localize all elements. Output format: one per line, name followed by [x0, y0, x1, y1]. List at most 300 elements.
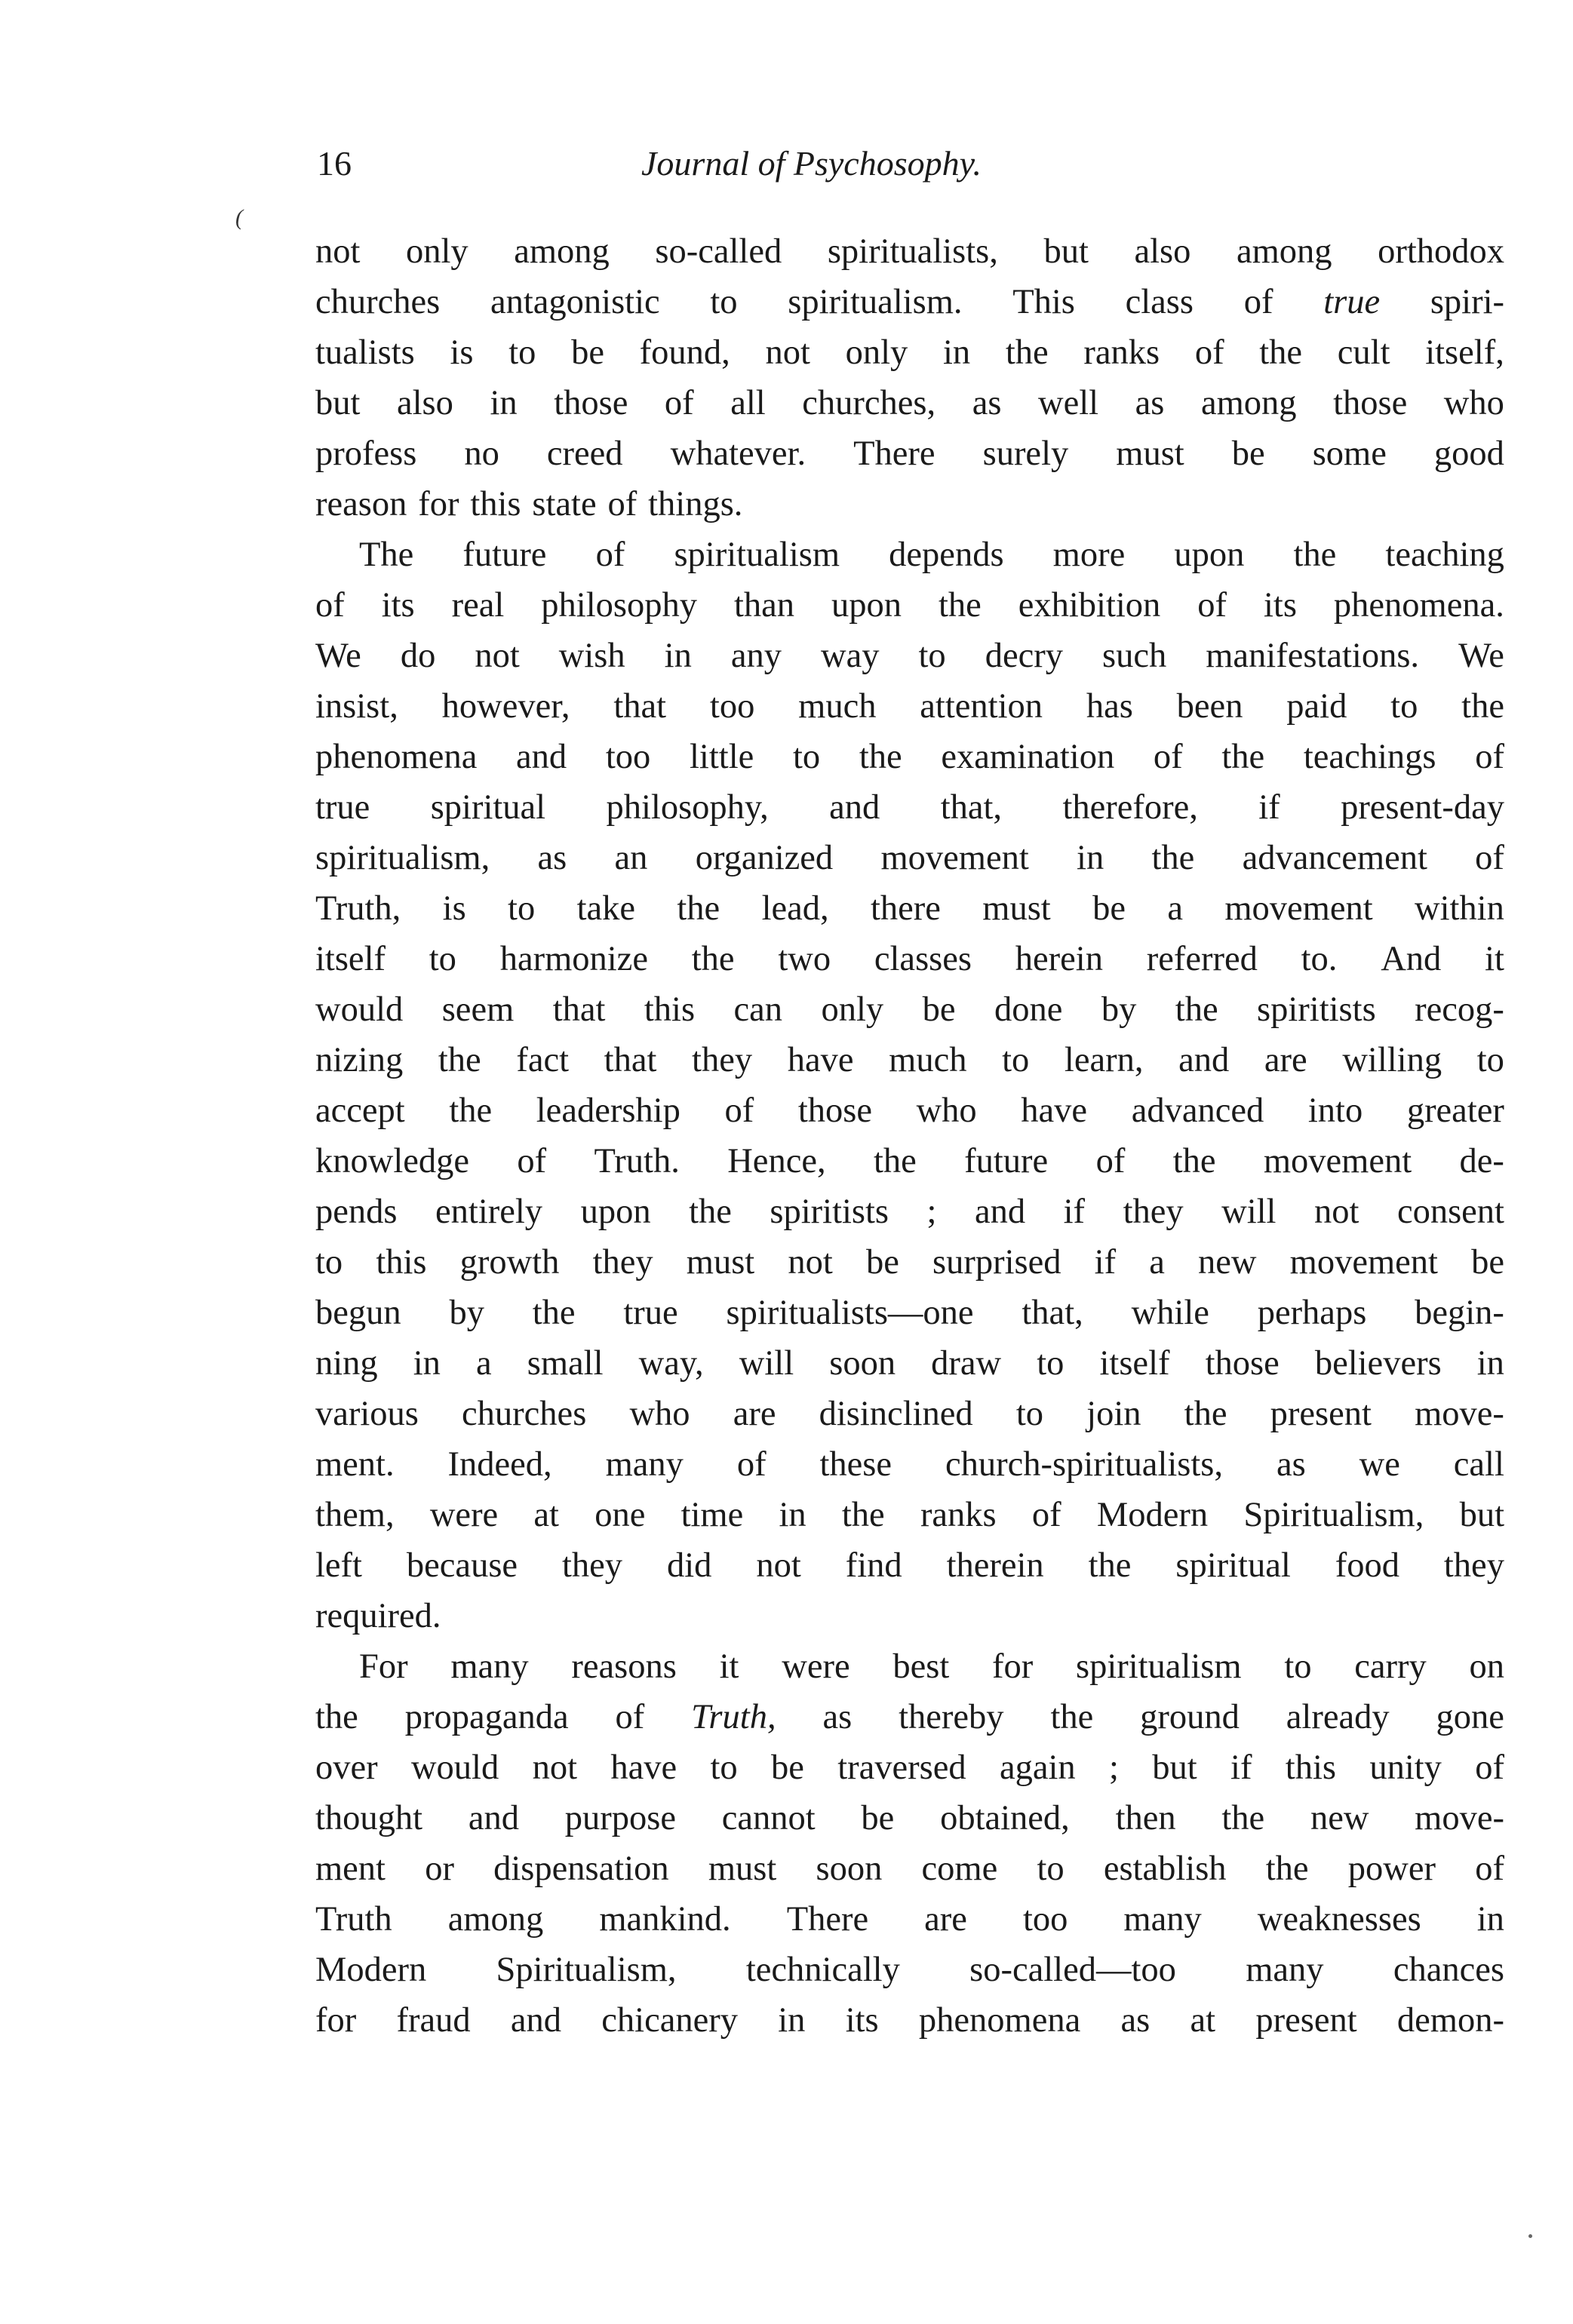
word: that: [604, 1041, 657, 1079]
text-line: [315, 277, 1504, 327]
word: decry: [985, 637, 1063, 675]
word: Spiritualism,: [1243, 1496, 1424, 1534]
word: draw: [931, 1344, 1002, 1383]
word: the: [859, 738, 902, 776]
word: to: [1390, 687, 1418, 726]
word: as: [1135, 384, 1165, 422]
word: state: [532, 485, 597, 523]
word: the: [1293, 536, 1337, 574]
word: move-: [1415, 1799, 1504, 1837]
text-line: [315, 226, 1504, 277]
word: those: [1333, 384, 1408, 422]
word: of: [615, 1698, 645, 1736]
word: We: [1458, 637, 1504, 675]
word: traversed: [837, 1748, 966, 1787]
word: the: [841, 1496, 885, 1534]
word: the: [689, 1193, 732, 1231]
word: spiritualists,: [827, 232, 998, 271]
word: well: [1038, 384, 1099, 422]
word: consent: [1396, 1193, 1504, 1231]
text-line: [315, 833, 1504, 883]
word: carry: [1354, 1647, 1427, 1686]
word: of: [1243, 283, 1273, 321]
word: they: [1123, 1193, 1184, 1231]
word: call: [1453, 1445, 1504, 1484]
word: itself,: [1425, 333, 1504, 372]
word: purpose: [564, 1799, 676, 1837]
word: of: [607, 485, 637, 523]
word: paid: [1286, 687, 1347, 726]
word: as: [972, 384, 1002, 422]
word: found,: [639, 333, 730, 372]
word: a: [1149, 1243, 1165, 1282]
word: only: [821, 990, 884, 1029]
word: There: [786, 1900, 869, 1939]
word: the: [1005, 333, 1049, 372]
word: this: [376, 1243, 427, 1282]
word: learn,: [1064, 1041, 1144, 1079]
word: the: [1175, 990, 1218, 1029]
word: growth: [459, 1243, 560, 1282]
word: of: [1475, 1850, 1504, 1888]
word: its: [381, 586, 415, 625]
word: of: [1197, 586, 1227, 625]
word: referred: [1146, 940, 1258, 978]
word: it: [1485, 940, 1504, 978]
word: phenomena: [918, 2001, 1081, 2040]
word: the: [1265, 1850, 1309, 1888]
word: many: [605, 1445, 684, 1484]
word: orthodox: [1378, 232, 1504, 271]
word: among: [1236, 232, 1332, 271]
word: be: [1471, 1243, 1504, 1282]
word: if: [1258, 788, 1280, 827]
word: true: [315, 788, 370, 827]
word: begin-: [1415, 1294, 1504, 1332]
word: spiritual: [1175, 1546, 1291, 1585]
word: the: [1259, 333, 1303, 372]
word: surprised: [932, 1243, 1061, 1282]
word: too: [709, 687, 755, 726]
word: The: [359, 536, 414, 574]
word: are: [1264, 1041, 1307, 1079]
word: are: [733, 1395, 776, 1433]
word: for: [991, 1647, 1034, 1686]
word: the: [873, 1142, 917, 1180]
word: examination: [941, 738, 1115, 776]
word: in: [942, 333, 971, 372]
word: upon: [1174, 536, 1245, 574]
word: real: [451, 586, 505, 625]
word: to: [918, 637, 946, 675]
word: but: [1043, 232, 1089, 271]
word: best: [892, 1647, 950, 1686]
word: true: [623, 1294, 678, 1332]
word: if: [1094, 1243, 1117, 1282]
word: for: [315, 2001, 357, 2040]
word: wish: [558, 637, 625, 675]
word: did: [667, 1546, 712, 1585]
word: and: [468, 1799, 519, 1837]
word: spiritualists—one: [726, 1294, 974, 1332]
word: they: [592, 1243, 653, 1282]
word: this: [644, 990, 696, 1029]
word: future: [964, 1142, 1049, 1180]
word: mankind.: [599, 1900, 731, 1939]
page-header: [317, 143, 1509, 196]
word: or: [425, 1850, 454, 1888]
word: of: [595, 536, 625, 574]
word: tualists: [315, 333, 415, 372]
word: attention: [920, 687, 1043, 726]
word: the: [532, 1294, 576, 1332]
text-line: [315, 580, 1504, 631]
body-text: [315, 226, 1504, 2046]
word: among: [514, 232, 610, 271]
word: join: [1086, 1395, 1141, 1433]
word: soon: [816, 1850, 883, 1888]
word: again: [999, 1748, 1076, 1787]
word: We: [315, 637, 361, 675]
word: however,: [441, 687, 570, 726]
word: have: [787, 1041, 854, 1079]
text-line: [315, 1540, 1504, 1591]
word: ment: [315, 1850, 386, 1888]
word: good: [1433, 434, 1504, 473]
word: way,: [638, 1344, 704, 1383]
word: among: [447, 1900, 544, 1939]
word: reason: [315, 485, 407, 523]
word: not: [315, 232, 361, 271]
word: insist,: [315, 687, 398, 726]
word: find: [845, 1546, 902, 1585]
word: therein: [946, 1546, 1044, 1585]
word: two: [778, 940, 831, 978]
word: weaknesses: [1257, 1900, 1421, 1939]
word: spiritualism: [674, 536, 840, 574]
text-line: [315, 1894, 1504, 1945]
word: to: [1284, 1647, 1312, 1686]
word: spiritists: [1257, 990, 1376, 1029]
word: surely: [982, 434, 1069, 473]
word: advancement: [1242, 839, 1427, 877]
word: the: [1088, 1546, 1132, 1585]
word: because: [406, 1546, 518, 1585]
word: profess: [315, 434, 417, 473]
word: that: [613, 687, 667, 726]
word: only: [406, 232, 469, 271]
word: them,: [315, 1496, 395, 1534]
word: to: [710, 283, 738, 321]
word: as: [1276, 1445, 1306, 1484]
word: class: [1125, 283, 1194, 321]
word: were: [429, 1496, 499, 1534]
word: various: [315, 1395, 419, 1433]
word: the: [1461, 687, 1504, 726]
text-line: [315, 1338, 1504, 1389]
word: of: [664, 384, 694, 422]
word: antagonistic: [490, 283, 660, 321]
word: be: [770, 1748, 804, 1787]
word: spiritists: [770, 1193, 889, 1231]
word: to: [508, 333, 536, 372]
word: in: [1476, 1900, 1504, 1939]
text-line: [315, 1692, 1504, 1742]
word: too: [1022, 1900, 1068, 1939]
word: little: [690, 738, 754, 776]
word: to: [315, 1243, 343, 1282]
running-title: Journal of Psychosophy.: [641, 144, 982, 183]
word: as: [1120, 2001, 1151, 2040]
word: if: [1063, 1193, 1086, 1231]
text-line: [315, 1591, 1504, 1641]
word: for: [418, 485, 459, 523]
word: of: [1153, 738, 1183, 776]
word: if: [1230, 1748, 1252, 1787]
text-line: [315, 1641, 1504, 1692]
word: of: [1475, 839, 1504, 877]
word: This: [1012, 283, 1075, 321]
word: this: [1285, 1748, 1336, 1787]
word: ;: [1109, 1748, 1119, 1787]
word: future: [462, 536, 547, 574]
word: ranks: [1083, 333, 1160, 372]
word: in: [664, 637, 692, 675]
word: the: [449, 1091, 493, 1130]
word: the: [1184, 1395, 1227, 1433]
word: done: [994, 990, 1063, 1029]
text-line: [315, 378, 1504, 428]
word: a: [1167, 889, 1183, 928]
word: this: [470, 485, 521, 523]
word: such: [1101, 637, 1167, 675]
word: its: [845, 2001, 879, 2040]
word: over: [315, 1748, 378, 1787]
text-line: [315, 934, 1504, 984]
word: of: [1475, 1748, 1504, 1787]
word: small: [527, 1344, 604, 1383]
word: to: [710, 1748, 738, 1787]
stray-ink-mark: (: [235, 205, 243, 230]
word: not: [765, 333, 810, 372]
word: were: [782, 1647, 850, 1686]
word: churches: [462, 1395, 587, 1433]
word: chances: [1393, 1951, 1504, 1989]
word: are: [924, 1900, 967, 1939]
word: movement: [1289, 1243, 1438, 1282]
word: ranks: [920, 1496, 997, 1534]
word: Truth,: [315, 889, 401, 928]
word: Modern: [315, 1951, 427, 1989]
word: those: [797, 1091, 872, 1130]
word: the: [315, 1698, 358, 1736]
word: greater: [1406, 1091, 1504, 1130]
word: in: [779, 1496, 806, 1534]
word: ;: [926, 1193, 937, 1231]
word: fraud: [396, 2001, 471, 2040]
text-line: [315, 1439, 1504, 1490]
word: those: [554, 384, 628, 422]
word: among: [1200, 384, 1297, 422]
word: not: [756, 1546, 801, 1585]
word: Indeed,: [447, 1445, 552, 1484]
word: There: [853, 434, 936, 473]
word: must: [1116, 434, 1184, 473]
word: And: [1381, 940, 1442, 978]
word: must: [708, 1850, 777, 1888]
text-line: [315, 1136, 1504, 1187]
word: a: [476, 1344, 492, 1383]
word: seem: [441, 990, 515, 1029]
word: in: [1476, 1344, 1504, 1383]
word: churches: [315, 283, 441, 321]
word: but: [315, 384, 361, 422]
word: to: [792, 738, 821, 776]
text-line: [315, 1035, 1504, 1085]
word: establish: [1103, 1850, 1227, 1888]
word: as: [822, 1698, 853, 1736]
word: also: [1134, 232, 1191, 271]
word: knowledge: [315, 1142, 470, 1180]
word: willing: [1342, 1041, 1442, 1079]
word: as: [537, 839, 567, 877]
word: church-spiritualists,: [945, 1445, 1224, 1484]
word: come: [921, 1850, 998, 1888]
word: exhibition: [1018, 586, 1161, 625]
word: spiri-: [1430, 283, 1504, 321]
text-line: [315, 1389, 1504, 1439]
word: spiritual: [430, 788, 546, 827]
word: so-called—too: [969, 1951, 1176, 1989]
text-line: [315, 1742, 1504, 1793]
word: those: [1205, 1344, 1280, 1383]
word: recog-: [1415, 990, 1504, 1029]
word: required.: [315, 1597, 441, 1635]
text-line: [315, 1187, 1504, 1237]
word: present: [1270, 1395, 1372, 1433]
word: of: [1095, 1142, 1126, 1180]
text-line: [315, 883, 1504, 934]
word: would: [315, 990, 404, 1029]
word: For: [359, 1647, 408, 1686]
word: in: [778, 2001, 806, 2040]
word: ground: [1140, 1698, 1240, 1736]
word: its: [1263, 586, 1297, 625]
word: ment.: [315, 1445, 395, 1484]
word: much: [889, 1041, 967, 1079]
word: to: [1037, 1344, 1065, 1383]
word: the: [1151, 839, 1195, 877]
word: dispensation: [493, 1850, 669, 1888]
word: not: [1314, 1193, 1359, 1231]
word: will: [1221, 1193, 1277, 1231]
word: to.: [1301, 940, 1338, 978]
word: perhaps: [1257, 1294, 1367, 1332]
word: organized: [695, 839, 834, 877]
word: new: [1198, 1243, 1257, 1282]
word: the: [1221, 1799, 1265, 1837]
word: that,: [1022, 1294, 1083, 1332]
text-line: [315, 1844, 1504, 1894]
word: entirely: [435, 1193, 543, 1231]
word: philosophy: [541, 586, 697, 625]
word: all: [730, 384, 766, 422]
word: on: [1469, 1647, 1504, 1686]
word: food: [1335, 1546, 1399, 1585]
word: spiritualism.: [788, 283, 963, 321]
word: whatever.: [670, 434, 806, 473]
word: philosophy,: [606, 788, 769, 827]
word: power: [1347, 1850, 1436, 1888]
text-line: [315, 782, 1504, 833]
word: accept: [315, 1091, 405, 1130]
word: in: [1077, 839, 1104, 877]
word: itself: [315, 940, 386, 978]
word: been: [1176, 687, 1243, 726]
word: many: [450, 1647, 529, 1686]
word: who: [1443, 384, 1504, 422]
text-line: [315, 327, 1504, 378]
word: the: [1172, 1142, 1216, 1180]
word: new: [1310, 1799, 1369, 1837]
word: can: [733, 990, 783, 1029]
ink-speck: [1528, 2234, 1532, 2238]
word: advanced: [1131, 1091, 1264, 1130]
word: depends: [889, 536, 1004, 574]
word: too: [605, 738, 651, 776]
word: the: [691, 940, 735, 978]
text-line: [315, 1945, 1504, 1995]
word: Hence,: [727, 1142, 826, 1180]
word: cannot: [721, 1799, 816, 1837]
word: cult: [1337, 333, 1390, 372]
word: teachings: [1303, 738, 1436, 776]
word: to: [1476, 1041, 1504, 1079]
word: gone: [1436, 1698, 1504, 1736]
word: the: [1221, 738, 1265, 776]
word: and: [510, 2001, 562, 2040]
word: of: [1194, 333, 1224, 372]
word: Modern: [1096, 1496, 1209, 1534]
word: begun: [315, 1294, 401, 1332]
word: of: [1475, 738, 1504, 776]
word: while: [1131, 1294, 1209, 1332]
word: and: [1178, 1041, 1230, 1079]
text-line: [315, 732, 1504, 782]
text-line: [315, 631, 1504, 681]
word: Truth.: [594, 1142, 680, 1180]
word: the: [438, 1041, 481, 1079]
word: chicanery: [601, 2001, 738, 2040]
word: they: [1443, 1546, 1504, 1585]
page-number: 16: [317, 144, 352, 183]
word: who: [916, 1091, 977, 1130]
word: any: [730, 637, 782, 675]
word: movement: [1224, 889, 1373, 928]
word: who: [629, 1395, 690, 1433]
word: churches,: [802, 384, 936, 422]
word: is: [442, 889, 466, 928]
word: be: [865, 1243, 899, 1282]
word: the: [677, 889, 720, 928]
text-line: [315, 1490, 1504, 1540]
word: of: [736, 1445, 767, 1484]
word: there: [871, 889, 941, 928]
word: to: [429, 940, 456, 978]
word: move-: [1415, 1395, 1504, 1433]
word: spiritualism,: [315, 839, 490, 877]
word: reasons: [571, 1647, 677, 1686]
